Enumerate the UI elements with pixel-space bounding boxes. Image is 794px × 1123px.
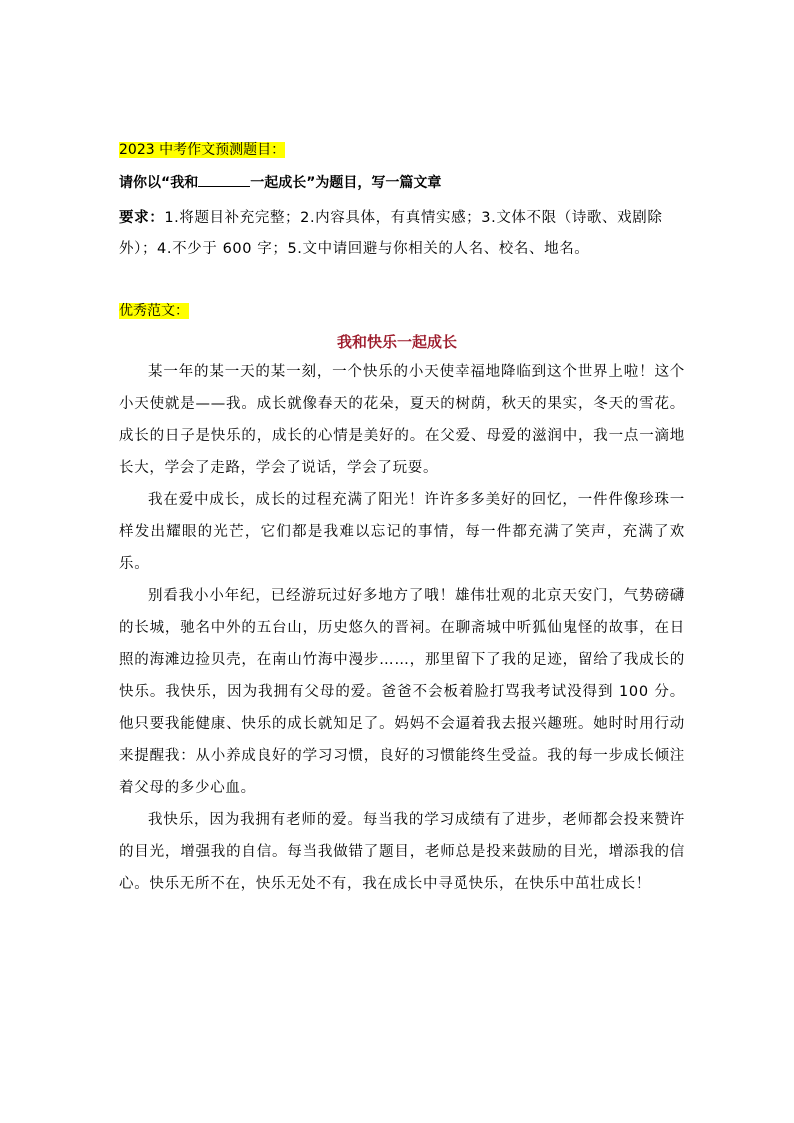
requirements-label: 要求：: [119, 210, 165, 226]
essay-paragraph-1: 某一年的某一天的某一刻，一个快乐的小天使幸福地降临到这个世界上啦！这个小天使就是——我。成长就像春天的花朵，夏天的树荫，秋天的果实，冬天的雪花。成长的日子是快乐的，成长的心情是美好的。在父爱、母爱的滋润中，我一点一滴地长大，学会了走路，学会了说话，学会了玩耍。: [119, 364, 685, 476]
essay-paragraph-2: 我在爱中成长，成长的过程充满了阳光！许许多多美好的回忆，一件件像珍珠一样发出耀眼的光芒，它们都是我难以忘记的事情，每一件都充满了笑声，充满了欢乐。: [119, 492, 685, 572]
heading-highlight: 2023 中考作文预测题目：: [119, 142, 286, 158]
sample-label-highlight: 优秀范文：: [119, 303, 189, 319]
requirements: [119, 203, 685, 265]
sample-essay-label: [119, 301, 189, 321]
prompt-blank: [198, 174, 250, 187]
essay-body: [119, 356, 685, 900]
prompt-prefix: 请你以“我和: [119, 175, 199, 191]
essay-paragraph-4: 我快乐，因为我拥有老师的爱。每当我的学习成绩有了进步，老师都会投来赞许的目光，增强我的自信。每当我做错了题目，老师总是投来鼓励的目光，增添我的信心。快乐无所不在，快乐无处不有，我在成长中寻觅快乐，在快乐中茁壮成长！: [119, 812, 685, 892]
exam-topic-heading: [119, 140, 285, 160]
essay-prompt: [119, 173, 441, 193]
essay-paragraph-3: 别看我小小年纪，已经游玩过好多地方了哦！雄伟壮观的北京天安门，气势磅礴的长城，驰名中外的五台山，历史悠久的晋祠。在聊斋城中听狐仙鬼怪的故事，在日照的海滩边捡贝壳，在南山竹海中漫步……，那里留下了我的足迹，留给了我成长的快乐。我快乐，因为我拥有父母的爱。爸爸不会板着脸打骂我考试没得到 100 分。他只要我能健康、快乐的成长就知足了。妈妈不会逼着我去报兴趣班。她时时用行动来提醒我：从小养成良好的学习习惯，良好的习惯能终生受益。我的每一步成长倾注着父母的多少心血。: [119, 588, 685, 796]
prompt-suffix: 一起成长”为题目，写一篇文章: [250, 175, 442, 191]
requirements-text: 1.将题目补充完整；2.内容具体，有真情实感；3.文体不限（诗歌、戏剧除外）；4.不少于 600 字；5.文中请回避与你相关的人名、校名、地名。: [119, 210, 663, 257]
essay-title: 我和快乐一起成长: [336, 333, 457, 351]
